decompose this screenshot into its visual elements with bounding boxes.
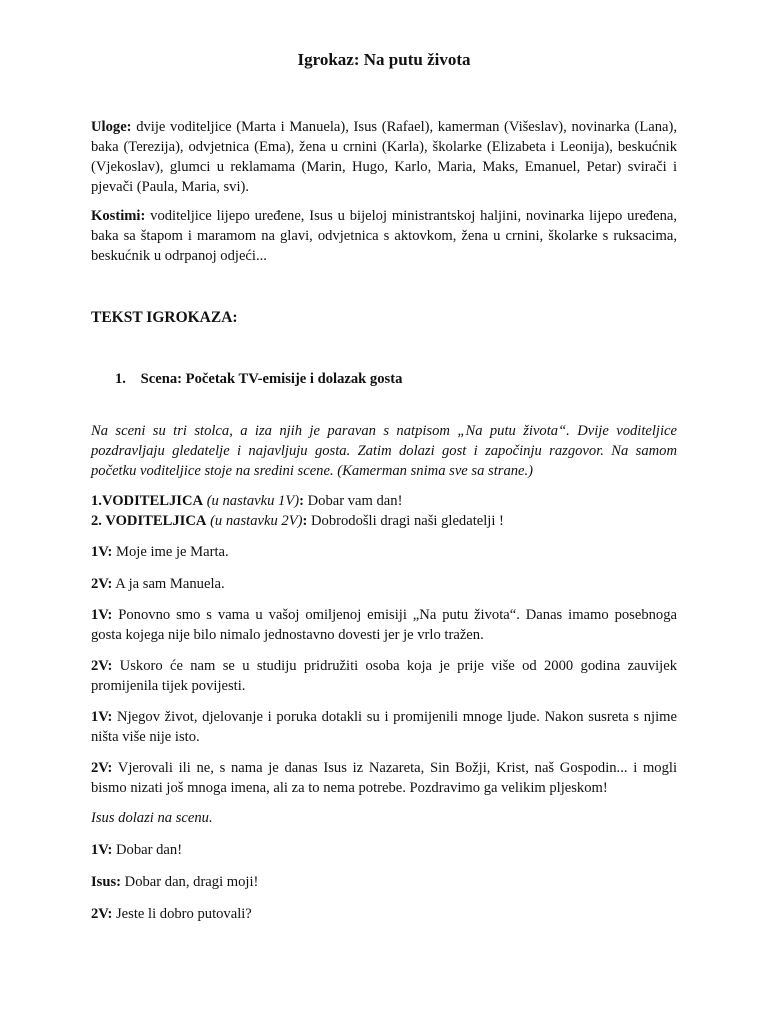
line-text: A ja sam Manuela. [112,576,225,592]
line-text: Moje ime je Marta. [112,544,229,560]
stage-direction: Isus dolazi na scenu. [91,810,213,826]
dialogue-line [91,656,677,696]
costumes-text: voditeljice lijepo uređene, Isus u bijeloj ministrantskoj haljini, novinarka lijepo uređena, baka sa štapom i maramom na glavi, odvjetnica s aktovkom, žena u crnini, školarke s ruksacima, beskućnik u odrpanoj odjeći... [91,208,677,264]
speaker-label: 1V: [91,544,113,560]
speaker-label: 2V: [91,658,113,674]
speaker-note: (u nastavku 1V) [206,493,300,509]
scene-label: Scena: Početak TV-emisije i dolazak gosta [140,371,403,387]
dialogue-line [91,542,677,562]
dialogue-line [91,707,677,747]
page-title: Igrokaz: Na putu života [297,50,471,69]
speaker-note: (u nastavku 2V) [210,513,303,529]
speaker-label: 2V: [91,760,113,776]
intro-line [91,491,677,511]
colon: : [299,493,304,509]
dialogue-line [91,605,677,645]
line-text: Dobar dan! [112,842,183,858]
line-text: Jeste li dobro putovali? [112,906,252,922]
speaker-label: 2V: [91,906,113,922]
dialogue-line [91,758,677,798]
intro-line [91,511,677,531]
speaker-label: 1V: [91,709,113,725]
dialogue-line [91,872,677,892]
speaker-label: 1.VODITELJICA [91,493,204,509]
dialogue-line [91,574,677,594]
line-text: Ponovno smo s vama u vašoj omiljenoj emisiji „Na putu života“. Danas imamo posebnoga gosta kojega nije bilo nimalo jednostavno dovesti jer je vrlo tražen. [91,607,677,643]
speaker-label: 2V: [91,576,113,592]
colon: : [302,513,308,529]
costumes-label: Kostimi: [91,208,146,224]
speaker-label: 1V: [91,607,113,623]
dialogue-line [91,904,677,924]
scene-number: 1. [115,371,126,387]
line-text: Njegov život, djelovanje i poruka dotakli su i promijenili mnoge ljude. Nakon susreta s njime ništa više nije isto. [91,709,677,745]
roles-paragraph [91,117,677,197]
dialogue-line [91,840,677,860]
section-heading: TEKST IGROKAZA: [91,309,238,326]
line-text: Vjerovali ili ne, s nama je danas Isus iz Nazareta, Sin Božji, Krist, naš Gospodin... i mogli bismo nizati još mnoga imena, ali za to nema potrebe. Pozdravimo ga velikim pljeskom! [91,760,677,796]
roles-text: dvije voditeljice (Marta i Manuela), Isus (Rafael), kamerman (Višeslav), novinarka (Lana), baka (Terezija), odvjetnica (Ema), žena u crnini (Karla), školarke (Elizabeta i Leonija), beskućnik (Vjekoslav), glumci u reklamama (Marin, Hugo, Karlo, Maria, Maks, Emanuel, Petar) svirači i pjevači (Paula, Maria, svi). [91,119,677,195]
line-text: Dobrodošli dragi naši gledatelji ! [307,513,504,529]
costumes-paragraph [91,206,677,266]
line-text: Uskoro će nam se u studiju pridružiti osoba koja je prije više od 2000 godina zauvijek promijenila tijek povijesti. [91,658,677,694]
scene-heading [115,371,402,388]
speaker-label: 1V: [91,842,113,858]
roles-label: Uloge: [91,119,132,135]
line-text: Dobar vam dan! [303,493,403,509]
line-text: Dobar dan, dragi moji! [121,874,259,890]
speaker-label: 2. VODITELJICA [91,513,207,529]
stage-direction: Na sceni su tri stolca, a iza njih je paravan s natpisom „Na putu života“. Dvije voditeljice pozdravljaju gledatelje i najavljuju gosta. Zatim dolazi gost i započinju razgovor. Na samom početku voditeljice stoje na sredini scene. (Kamerman snima sve sa strane.) [91,423,677,479]
speaker-label: Isus: [91,874,122,890]
